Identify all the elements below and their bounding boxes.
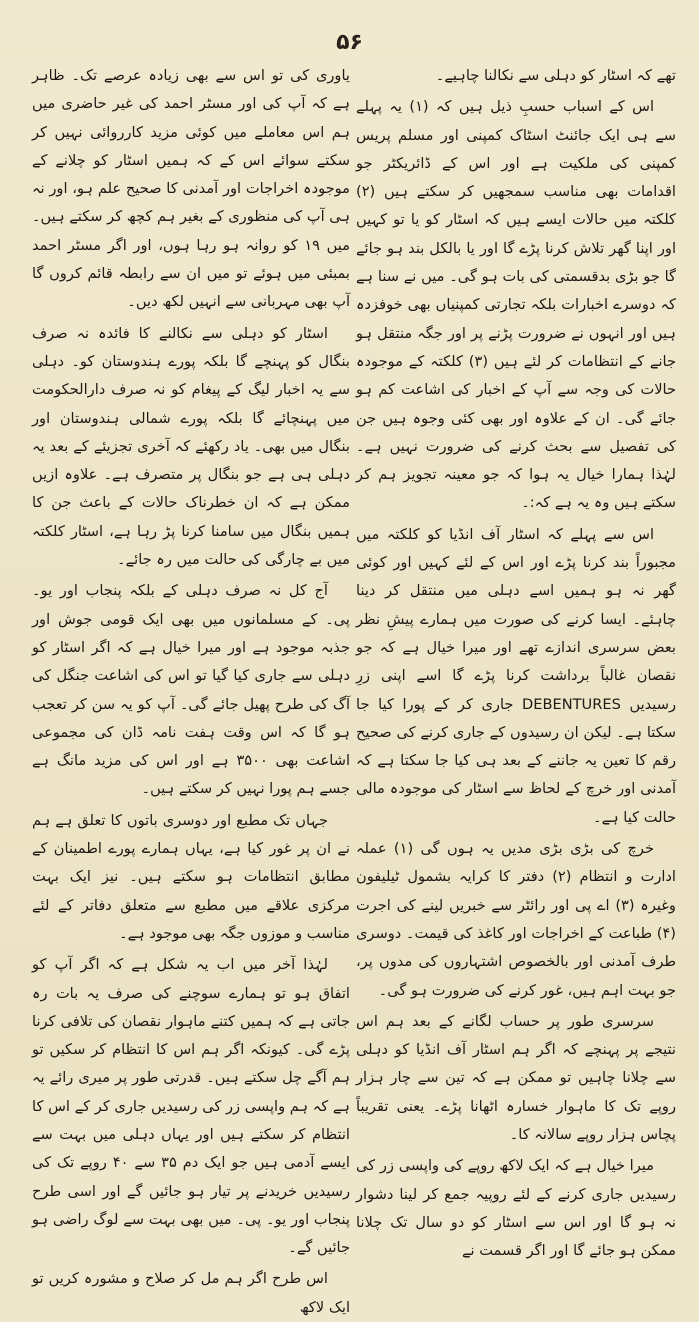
paragraph: خرچ کی بڑی بڑی مدیں یہ ہوں گی (۱) عملہ ادارت و انتظام (۲) دفتر کا کرایہ بشمول ٹیلیفون وغیرہ (۳) اے پی اور رائٹر سے خبریں لینے کی اجرت (۴) طباعت کے اخراجات اور کاغذ کی قیمت۔ دوسری طرف آمدنی اور بالخصوص اشتہاروں کی مدوں پر، جو بہت اہم ہیں، غور کرنے کی ضرورت ہو گی۔: [356, 840, 676, 999]
paragraph: لہٰذا آخر میں اب یہ شکل ہے کہ اگر آپ کو اتفاق ہو تو ہمارے سوچنے کی صرف یہ بات رہ جاتی ہے کہ ہمیں کتنے ماہوار نقصان کی تلافی کرنا پڑے گی۔ کیونکہ اگر ہم اس کا انتظام کر سکیں تو ہم آگے چل سکتے ہیں۔ قدرتی طور پر میری رائے یہ ہے کہ ہم واپسی زر کی رسیدیں جاری کر کے اس کا انتظام کر سکتے ہیں اور یہاں دہلی میں بہت سے ایسے آدمی ہیں جو ایک دم ۳۵ سے ۴۰ روپے تک کی رسیدیں خریدنے پر تیار ہو جائیں گے اور اسی طرح پنجاب اور یو۔ پی۔ میں بھی بہت سے لوگ راضی ہو جائیں گے۔: [32, 956, 350, 1257]
paragraph: آج کل نہ صرف دہلی کے بلکہ پنجاب اور یو۔ پی۔ کے مسلمانوں میں بھی ایک قومی جوش اور جذبہ موجود ہے اور میرا خیال ہے کہ اگر اسٹار کو دہلی سے جاری کیا گیا تو اس کی اشاعت جنگل کی آگ کی طرح پھیل جائے گی۔ آپ کو یہ سن کر تعجب ہو گا کہ اس وقت ہفت نامہ ڈان کی مجموعی اشاعت بھی ۳۵۰۰ ہے اور اس کی مزید مانگ ہے جسے ہم پورا نہیں کر سکتے ہیں۔: [32, 582, 350, 798]
paragraph: یاوری کی تو اس سے بھی زیادہ عرصے تک۔ ظاہر ہے کہ آپ کی اور مسٹر احمد کی غیر حاضری میں ہم اس معاملے میں کوئی مزید کارروائی نہیں کر سکتے سوائے اس کے کہ ہمیں اسٹار کو چلانے کے موجودہ اخراجات اور آمدنی کا صحیح علم ہو، اور نہ ہی آپ کی منظوری کے بغیر ہم کچھ کر سکتے ہیں۔ میں ۱۹ کو روانہ ہو رہا ہوں، اور اگر مسٹر احمد بمبئی میں ہوئے تو میں ان سے رابطہ قائم کروں گا آپ بھی مہربانی سے انہیں لکھ دیں۔: [32, 67, 350, 311]
paragraph: میرا خیال ہے کہ ایک لاکھ روپے کی واپسی زر کی رسیدیں جاری کرنے کے لئے روپیہ جمع کر لینا دشوار نہ ہو گا اور اس سے اسٹار کو دو سال تک چلانا ممکن ہو جائے گا اور اگر قسمت نے: [356, 1157, 676, 1260]
paragraph: تھے کہ اسٹار کو دہلی سے نکالنا چاہیے۔: [435, 67, 676, 84]
paragraph: اسٹار کو دہلی سے نکالنے کا فائدہ نہ صرف بنگال کو پہنچے گا بلکہ پورے ہندوستان کو۔ دہلی سے یہ اخبار لیگ کے پیغام کو نہ صرف دارالحکومت میں پہنچائے گا بلکہ پورے شمالی ہندوستان اور بنگال میں بھی۔ یاد رکھئے کہ آخری تجزیئے کے بعد یہ دہلی ہی ہے جو بنگال پر متصرف ہے۔ علاوہ ازیں ممکن ہے کہ ان خطرناک حالات کے باعث جن کا ہمیں بنگال میں سامنا کرنا پڑ رہا ہے، اسٹار کلکتہ میں بے چارگی کی حالت میں رہ جائے۔: [32, 324, 350, 569]
paragraph: اس سے پہلے کہ اسٹار آف انڈیا کو کلکتہ میں مجبوراً بند کرنا پڑے اور اس کے لئے کہیں اور کوئی گھر نہ ہو ہمیں اسے دہلی میں منتقل کر دینا چاہئے۔ ایسا کرنے کی صورت میں ہمارے پیشِ نظر بعض سرسری اندازے تھے اور میرا خیال ہے کہ جو نقصان غالباً برداشت کرنا پڑے گا اسے اپنی زرِ رسیدیں DEBENTURES جاری کر کے پورا کیا جا سکتا ہے۔ لیکن ان رسیدوں کے جاری کرنے کی صحیح رقم کا تعین یہ جاننے کے بعد ہی کیا جا سکتا ہے کہ آمدنی اور خرچ کے لحاظ سے اسٹار کی موجودہ مالی حالت کیا ہے۔: [356, 525, 676, 826]
page-number: ۵۶: [336, 30, 363, 55]
paragraph: سرسری طور پر حساب لگانے کے بعد ہم اس نتیجے پر پہنچے کہ اگر ہم اسٹار آف انڈیا کو دہلی سے چلانا چاہیں تو ممکن ہے کہ تین سے چار ہزار روپے تک کا ماہوار خسارہ اٹھانا پڑے۔ یعنی تقریباً پچاس ہزار روپے سالانہ کا۔: [356, 1012, 676, 1143]
paragraph: اس طرح اگر ہم مل کر صلاح و مشورہ کریں تو ایک لاکھ: [32, 1270, 350, 1316]
paragraph: جہاں تک مطبع اور دوسری باتوں کا تعلق ہے ہم نے ان پر غور کیا ہے، یہاں ہمارے پورے اطمینان کے مطابق انتظامات ہو سکتے ہیں۔ نیز ایک بہت مرکزی علاقے میں مطبع سے متعلق دفاتر کے لئے مناسب و موزوں جگہ بھی موجود ہے۔: [32, 811, 350, 942]
right-text-column: [356, 62, 677, 1260]
left-text-column: [32, 62, 350, 1316]
paragraph: اس کے اسباب حسبِ ذیل ہیں کہ (۱) یہ پہلے سے ہی ایک جائنٹ اسٹاک کمپنی اور مسلم پریس کمپنی کی ملکیت ہے اور اس کے ڈائریکٹر جو اقدامات بھی مناسب سمجھیں کر سکتے ہیں (۲) کلکتہ میں حالات ایسے ہیں کہ اسٹار کو یا تو کہیں اور اپنا گھر تلاش کرنا پڑے گا اور یا بالکل بند ہو جائے گا جو بڑی بدقسمتی کی بات ہو گی۔ میں نے سنا ہے کہ دوسرے اخبارات بلکہ تجارتی کمپنیاں بھی خوفزدہ ہیں اور انہوں نے ضرورت پڑنے پر اور جگہ منتقل ہو جانے کے انتظامات کر لئے ہیں (۳) کلکتہ کے موجودہ حالات کی وجہ سے آپ کے اخبار کی اشاعت کم ہو جائے گی۔ ان کے علاوہ اور بھی کئی وجوہ ہیں جن کی تفصیل سے بحث کرنے کی ضرورت نہیں ہے۔ لہٰذا ہمارا خیال یہ ہوا کہ جو معینہ تجویز ہم کر سکتے ہیں وہ یہ ہے کہ:۔: [356, 98, 677, 512]
